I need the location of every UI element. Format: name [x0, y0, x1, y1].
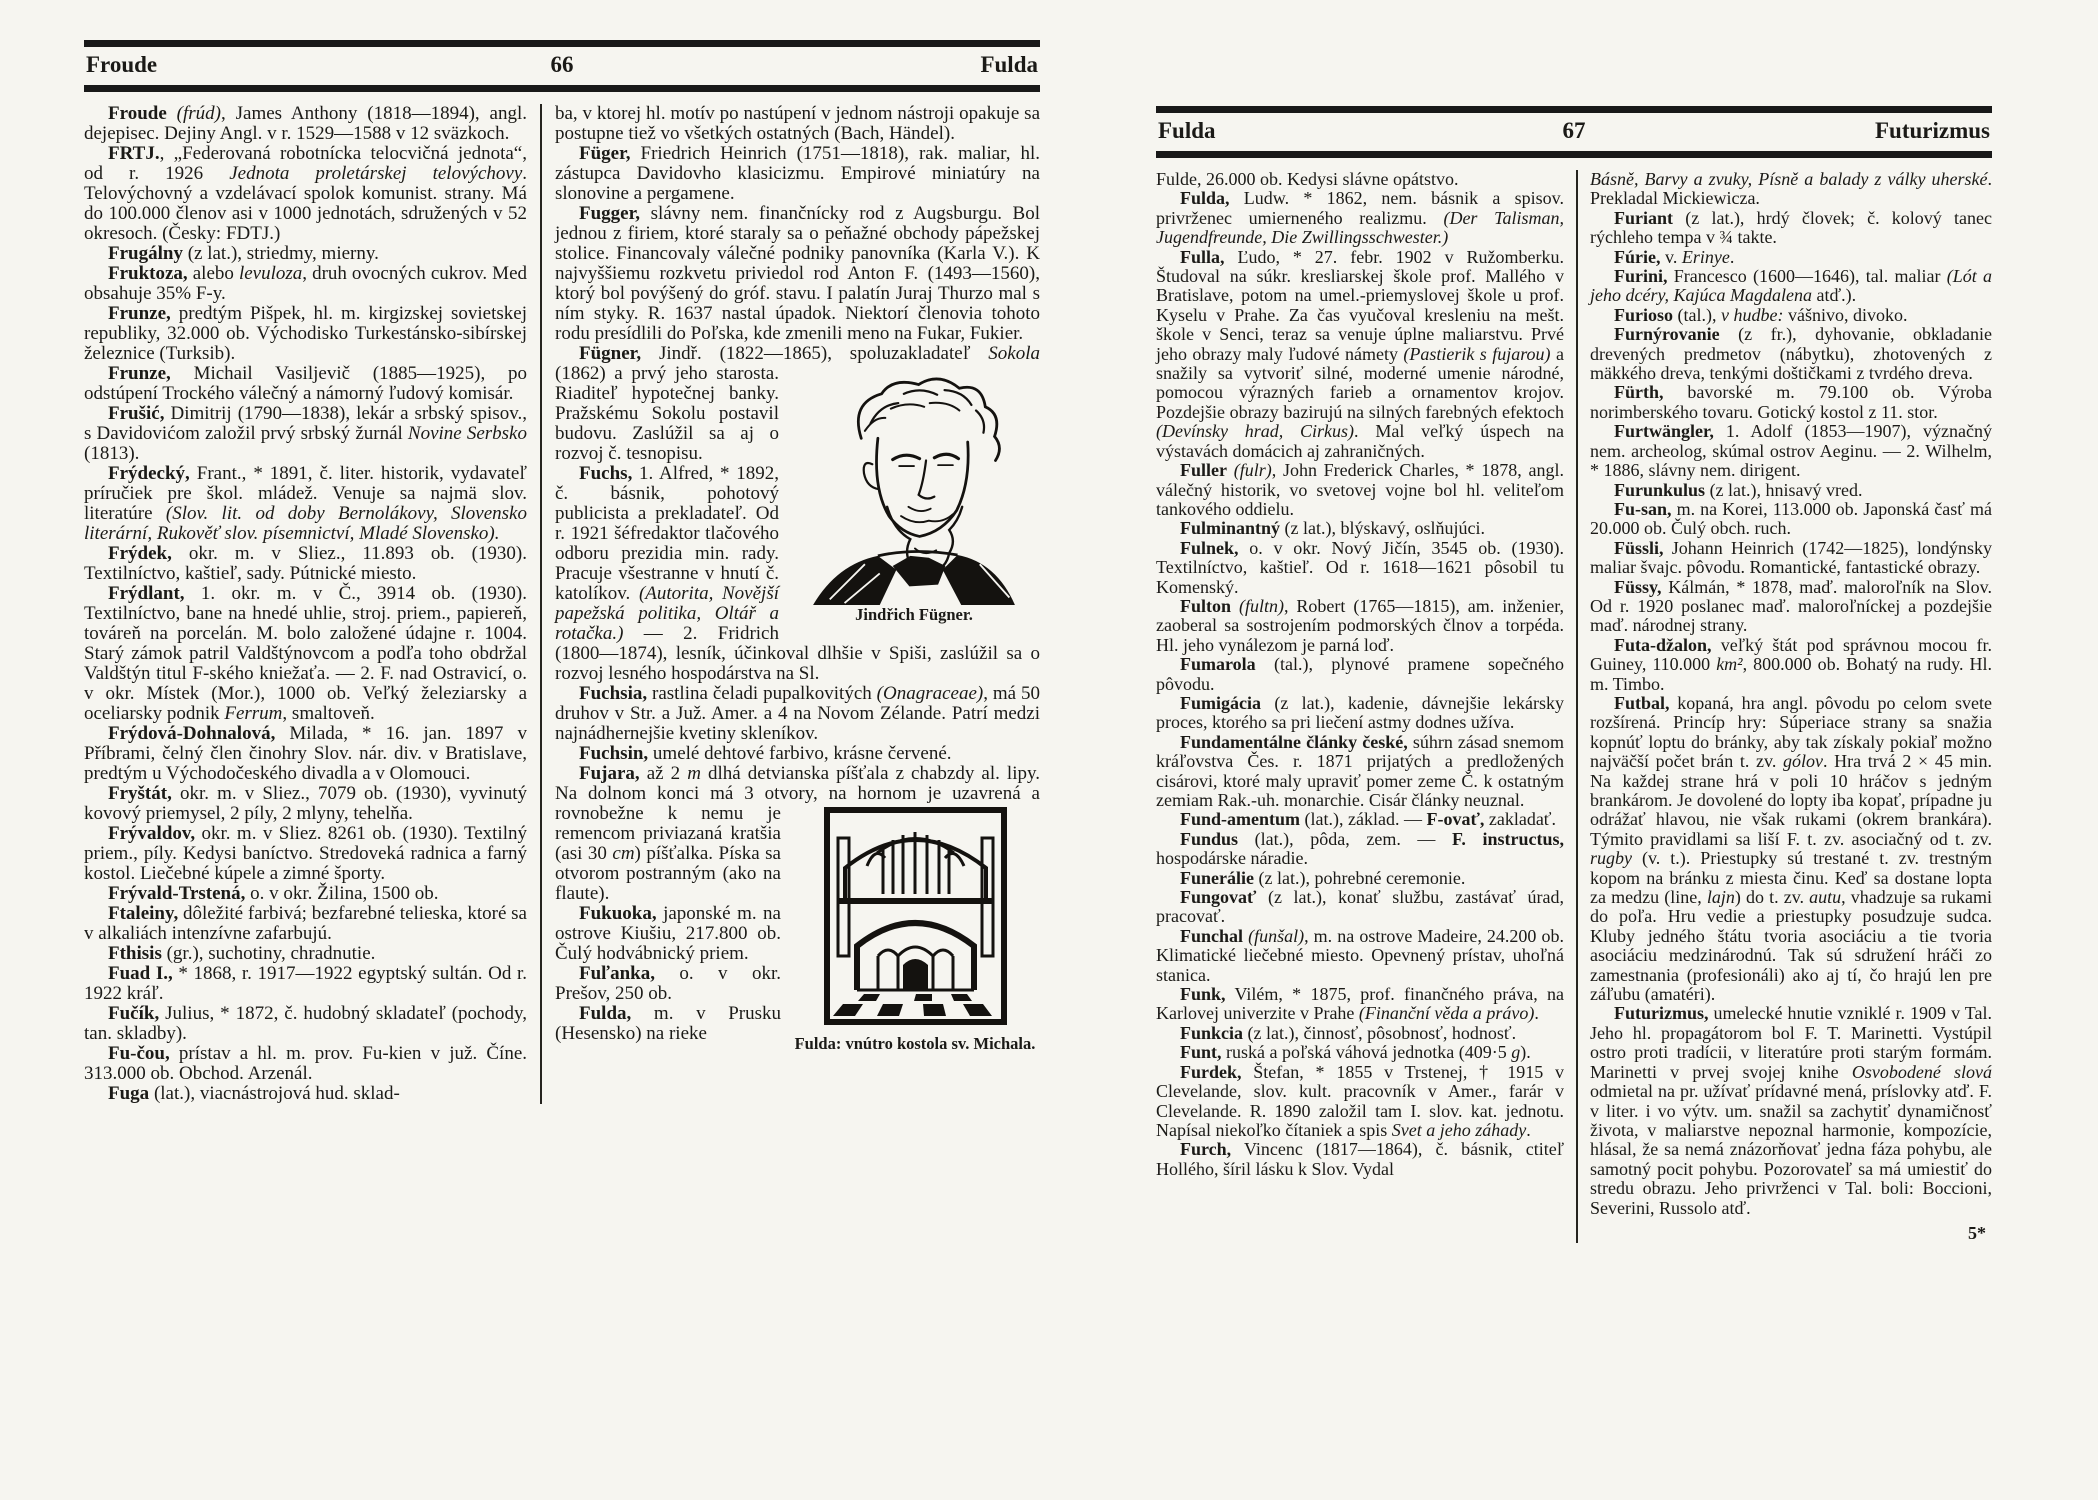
fugner-portrait-figure — [788, 366, 1040, 625]
text-run: umelecké hnutie vzniklé r. 1909 v Tal. Jeho hl. propagátorom bol F. T. Marinetti. Vystúpil ostro proti tradícii, v literatúre proti starým formám. Marinetti v prvej svojej knihe — [1590, 1003, 1992, 1082]
text-run: , John Frederick Charles, * 1878, angl. válečný historik, vo svetovej vojne bol hl. veliteľom tankového oddielu. — [1156, 460, 1564, 519]
text-run: , vhadzuje sa rukami do poľa. Hru vedie a priestupky posudzuje sudca. Kluby jedného štátu tvoria asociáciu a tie tvoria asociáciu medzinárodnú. Tak sú sdružení hráči zo zamestnania (profesionáli) ako aj tí, čo hrajú len pre záľubu (amatéri). — [1590, 887, 1992, 1005]
text-run: Erinye — [1681, 246, 1730, 267]
text-run: Fúrie, — [1614, 246, 1661, 267]
text-run: Fundus — [1180, 828, 1239, 849]
text-run: a snažily sa vytvoriť silné, moderné umenie národné, pomocou výrazných farieb a ornamentov krojov. Pozdejšie obrazy bazirujú na silných farebných efektoch — [1156, 343, 1564, 422]
text-run: rastlina čeladi pupalkovitých — [647, 683, 877, 704]
text-run: Novine Serbsko — [407, 423, 527, 444]
text-run: Frýdová-Dohnalová, — [108, 723, 276, 744]
text-run: (lat.), pôda, zem. — — [1238, 828, 1453, 849]
text-run: , 800.000 ob. Bohatý na rudy. Hl. m. Timbo. — [1590, 654, 1992, 694]
text-run: okr. m. v Sliez., 11.893 ob. (1930). Textilníctvo, kaštieľ, sady. Pútnické miesto. — [84, 543, 527, 584]
text-run: veľký štát pod správnou mocou fr. Guiney, 110.000 — [1590, 634, 1992, 675]
entry-paragraph — [1590, 248, 1992, 267]
text-run: (z lat.), kadenie, dávnejšie lekársky proces, ktorého sa pri liečení astmy dodnes užíva. — [1156, 692, 1564, 733]
entry-paragraph — [1156, 597, 1564, 655]
text-run: Furnýrovanie — [1614, 324, 1720, 345]
text-run: Johann Heinrich (1742—1825), londýnsky maliar švajc. pôvodu. Romantické, fantastické obrazy. — [1590, 537, 1992, 578]
text-run: Furini, — [1614, 266, 1668, 287]
text-run: Ferrum — [224, 703, 283, 724]
text-run: (z lat.), konať službu, zastávať úrad, pracovať. — [1156, 887, 1564, 927]
text-run: Furch, — [1180, 1139, 1232, 1160]
entry-paragraph — [1156, 461, 1564, 519]
text-run: kopaná, hra angl. pôvodu po celom svete rozšírená. Princíp hry: Súperiace strany sa snažia kopnúť loptu do bránky, aby tak získaly pokiaľ možno najväčší počet brán t. zv. — [1590, 692, 1992, 772]
text-run: bavorské m. 79.100 ob. Výroba norimberského tovaru. Gotický kostol z 11. stor. — [1590, 382, 1992, 422]
text-run: Fuad I., — [108, 963, 173, 984]
text-run: Fulde, 26.000 ob. Kedysi slávne opátstvo. — [1156, 169, 1459, 189]
text-run: v. — [1660, 246, 1682, 267]
running-head-last-entry: Fulda — [980, 52, 1038, 77]
text-run: rugby — [1590, 848, 1632, 869]
text-run: ruská a poľská váhová jednotka (409·5 — [1221, 1042, 1512, 1063]
text-run: Fulda, — [579, 1003, 632, 1024]
text-run: , má 50 druhov v Str. a Juž. Amer. a 4 na Novom Zélande. Patrí medzi najnádhernejšie kvetiny skleníkov. — [555, 683, 1040, 744]
text-run: okr. m. v Sliez. 8261 ob. (1930). Textilný priem., píly. Kedysi baníctvo. Stredoveká radnica a farný kostol. Liečebné kúpele a zimné športy. — [84, 823, 527, 884]
text-run: . Telovýchovný a vzdelávací spolok komunist. strany. Má do 100.000 členov asi v 1000 jednotách, sdružených v 52 okresoch. (Česky: FDTJ.) — [84, 163, 528, 244]
text-run: (1813). — [84, 443, 140, 464]
text-run: , smaltoveň. — [282, 703, 375, 724]
entry-paragraph — [1156, 694, 1564, 733]
text-run: Fügner, — [579, 343, 642, 364]
entry-paragraph — [84, 584, 527, 724]
running-head-first-entry: Froude — [86, 52, 158, 77]
entry-paragraph — [1156, 927, 1564, 985]
text-run: Furiant — [1614, 207, 1674, 228]
entry-paragraph — [84, 1004, 527, 1044]
text-run: km² — [1716, 654, 1743, 675]
text-run: Fučík, — [108, 1003, 160, 1024]
text-run: v hudbe: — [1721, 304, 1784, 325]
text-column-3 — [1156, 170, 1576, 1243]
entry-paragraph — [84, 1084, 527, 1104]
running-head-last-entry: Futurizmus — [1875, 118, 1990, 143]
text-run: Jindř. (1822—1865), spoluzakladateľ — [641, 343, 989, 364]
text-run: Fthisis — [108, 943, 162, 964]
text-run: Frunze, — [108, 363, 171, 384]
text-run: Furtwängler, — [1614, 421, 1714, 442]
entry-paragraph — [1156, 830, 1564, 869]
text-run: (tal.), — [1673, 304, 1721, 325]
text-run: Funchal — [1180, 925, 1244, 946]
running-head — [1156, 106, 1992, 158]
text-run: Furioso — [1614, 304, 1674, 325]
text-run: (Lót a jeho dcéry, Kajúca Magdalena — [1590, 266, 1992, 306]
text-run: * 1868, r. 1917—1922 egyptský sultán. Od r. 1922 kráľ. — [84, 963, 527, 1004]
text-run: (gr.), suchotiny, chradnutie. — [161, 943, 376, 964]
text-run: zakladať. — [1484, 809, 1556, 830]
page-number: 67 — [1562, 118, 1586, 143]
text-run: Osvobodené slová — [1851, 1061, 1993, 1082]
text-run: , James Anthony (1818—1894), angl. dejepisec. Dejiny Angl. v r. 1529—1588 v 12 sväzkoch. — [84, 103, 527, 144]
text-run: Fulnek, — [1180, 537, 1239, 558]
text-run: — 2. Fridrich (1800—1874), lesník, účinkoval dlhšie v Spiši, zaslúžil sa o rozvoj lesného hospodárstva na Sl. — [555, 623, 1040, 684]
text-run: Sokola — [988, 343, 1040, 364]
text-run: (frúd) — [166, 103, 221, 124]
fulda-church-figure — [790, 806, 1040, 1054]
text-run: Frývaldov, — [108, 823, 196, 844]
text-run: (Autorita, Novější papežská politika, Oltář a rotačka.) — [555, 583, 779, 644]
text-run: Fu-čou, — [108, 1043, 170, 1064]
text-run: , „Federovaná robotnícka telocvičná jednota“, od r. 1926 — [84, 143, 527, 184]
text-run: Francesco (1600—1646), tal. maliar — [1667, 266, 1947, 287]
text-run: (Onagraceae) — [876, 683, 984, 704]
text-run: (Devínsky hrad, Cirkus) — [1156, 421, 1355, 442]
text-run: Friedrich Heinrich (1751—1818), rak. maliar, hl. zástupca Davidovho klasicizmu. Empirové miniatúry na slonovine a pergamene. — [555, 143, 1040, 204]
text-run: (1862) a prvý jeho starosta. Riaditeľ hypotečnej banky. Pražskému Sokolu postavil budovu. Zaslúžil sa aj o rozvoj č. tesnopisu. — [555, 363, 779, 464]
text-run: ) píšťalka. Píska sa otvorom postranným (ako na flaute). — [555, 843, 781, 904]
entry-paragraph — [1590, 578, 1992, 636]
entry-paragraph — [1156, 1063, 1564, 1141]
text-run: predtým Pišpek, hl. m. kirgizskej sovietskej republiky, 32.000 ob. Východisko Turkestánsko-sibírskej železnice (Turksib). — [84, 303, 527, 364]
text-run: Fumarola — [1180, 654, 1256, 675]
entry-paragraph — [1590, 500, 1992, 539]
entry-paragraph — [1156, 539, 1564, 597]
text-run: (z lat.), hnisavý vred. — [1705, 479, 1863, 500]
entry-paragraph — [84, 1044, 527, 1084]
text-run: 5* — [1968, 1222, 1986, 1243]
text-run: F-ovať, — [1426, 809, 1485, 830]
entry-paragraph — [84, 364, 527, 404]
text-run: Funerálie — [1180, 867, 1254, 888]
text-run: Fu-san, — [1614, 498, 1672, 519]
text-run: levuloza — [238, 263, 303, 284]
text-run: prístav a hl. m. prov. Fu-kien v juž. Číne. 313.000 ob. Obchod. Arzenál. — [84, 1043, 527, 1084]
page-67 — [1156, 106, 1992, 1243]
entry-paragraph — [1156, 985, 1564, 1024]
text-run: umelé dehtové farbivo, krásne červené. — [648, 743, 952, 764]
text-run: Dimitrij (1790—1838), lekár a srbský spisov., s Davidovićom založil prvý srbský žurnál — [84, 403, 527, 444]
figure-caption: Fulda: vnútro kostola sv. Michala. — [794, 1034, 1036, 1053]
text-run: . Hra trvá 2 × 45 min. Na každej strane hrá v poli 10 hráčov s jedným brankárom. Je dovolené do lopty iba kopať, prípadne ju odrážať hlavou, nie však rukami (okrem brankára). Týmito pravidlami sa liší F. t. zv. asociačný od t. zv. — [1590, 751, 1992, 849]
entry-paragraph — [84, 544, 527, 584]
entry-paragraph — [1156, 189, 1564, 247]
text-run: . — [1526, 1119, 1531, 1140]
running-head — [84, 40, 1040, 92]
text-run: (z lat.), hrdý človek; č. kolový tanec rýchleho tempa v ¾ takte. — [1590, 207, 1992, 248]
text-run: Fryštát, — [108, 783, 172, 804]
figure-caption: Jindřich Fügner. — [855, 605, 973, 624]
entry-paragraph — [1590, 209, 1992, 248]
entry-paragraph — [1590, 267, 1992, 306]
text-run: . Mal veľký úspech na výstavách domácich aj zahraničných. — [1156, 421, 1564, 461]
text-run: . Prekladal Mickiewicza. — [1590, 169, 1992, 209]
text-run: súhrn zásad snemom kráľovstva Čes. r. 1871 prijatých a predložených cisárovi, ktoré maly upraviť pomer zeme Č. k ostatným zemiam Rak.-uh. monarchie. Cisár články neuznal. — [1156, 731, 1564, 810]
text-run: ). — [1520, 1042, 1531, 1063]
text-run: Füssli, — [1614, 537, 1664, 558]
text-run: Füssy, — [1614, 576, 1662, 597]
entry-paragraph — [84, 244, 527, 264]
text-run: Vilém, * 1875, prof. finančného práva, na Karlovej univerzite v Prahe — [1156, 984, 1564, 1024]
text-run: lajn — [1706, 887, 1735, 908]
page-number: 66 — [550, 52, 574, 77]
text-run: 1. okr. m. v Č., 3914 ob. (1930). Textilníctvo, bane na hnedé uhlie, stroj. priem., papiereň, továreň na porcelán. M. bolo založené údajne r. 1004. Starý zámok patril Valdštýnovcom a podľa toho obdržal Valdštýn titul F-ského kniežaťa. — 2. F. nad Ostravicí, o. v okr. Místek (Mor.), 1000 ob. Veľký železiarsky a oceliarsky podnik — [84, 583, 527, 724]
text-run: Fürth, — [1614, 382, 1664, 403]
page-66 — [84, 40, 1040, 1104]
text-column-2 — [542, 104, 1040, 1104]
entry-paragraph — [555, 104, 1040, 144]
running-head-first-entry: Fulda — [1158, 118, 1216, 143]
text-run: (lat.), viacnástrojová hud. sklad- — [149, 1083, 400, 1104]
entry-paragraph — [84, 784, 527, 824]
text-run: , druh ovocných cukrov. Med obsahuje 35% F-y. — [84, 263, 527, 304]
text-run: Vincenc (1817—1864), č. básnik, ctiteľ Hollého, šíril lásku k Slov. Vydal — [1156, 1139, 1564, 1179]
text-run: Fund-amentum — [1180, 809, 1301, 830]
text-run: okr. m. v Sliez., 7079 ob. (1930), vyvinutý kovový priemysel, 2 píly, 2 mlyny, tehelňa. — [84, 783, 527, 824]
entry-paragraph — [1156, 810, 1564, 829]
entry-paragraph — [1156, 170, 1564, 189]
text-run: Ludw. * 1862, nem. básnik a spisov. privrženec umierneného realizmu. — [1156, 188, 1564, 228]
text-run: (z lat.), činnosť, pôsobnosť, hodnosť. — [1243, 1022, 1517, 1043]
entry-paragraph — [84, 884, 527, 904]
text-columns — [1156, 170, 1992, 1243]
entry-paragraph — [84, 404, 527, 464]
text-run: Futurizmus, — [1614, 1003, 1709, 1024]
text-run: F. instructus, — [1452, 828, 1564, 849]
entry-paragraph — [1590, 694, 1992, 1005]
entry-paragraph — [1156, 1043, 1564, 1062]
text-run: (funšal) — [1243, 925, 1305, 946]
text-run: (z lat.), striedmy, mierny. — [182, 243, 379, 264]
entry-paragraph — [84, 904, 527, 944]
entry-paragraph — [84, 304, 527, 364]
text-run: Michail Vasiljevič (1885—1925), po odstúpení Trockého válečný a námorný ľudový komisár. — [84, 363, 527, 404]
entry-paragraph — [1156, 1140, 1564, 1179]
entry-paragraph — [1590, 325, 1992, 383]
text-run: (z lat.), pohrebné ceremonie. — [1254, 867, 1466, 888]
text-run: Fundamentálne články české, — [1180, 731, 1408, 752]
text-run: Ľudo, * 27. febr. 1902 v Ružomberku. Študoval na súkr. kresliarskej škole prof. Mallého v Bratislave, potom na umel.-priemyslovej škole u prof. Kyselu v Prahe. Za čas vyučoval kresleniu na mešt. škole v Senci, teraz sa venuje úplne maliarstvu. Prvé jeho obrazy maly ľudové námety — [1156, 246, 1564, 364]
fulda-church-illustration — [823, 806, 1008, 1034]
fugner-portrait-illustration — [789, 366, 1039, 605]
text-run: Funk, — [1180, 984, 1226, 1005]
entry-paragraph — [555, 744, 1040, 764]
text-run: dlhá detvianska píšťala z chabzdy al. lipy. Na dolnom konci má 3 otvory, na hornom je uzavrená a rovnobežne — [555, 763, 1040, 824]
text-run: Básně, Barvy a zvuky, Písně a balady z války uherské — [1590, 169, 1988, 189]
text-run: Fruktoza, — [108, 263, 188, 284]
text-run: Frunze, — [108, 303, 171, 324]
entry-paragraph — [84, 104, 527, 144]
text-run: (z fr.), dyhovanie, obkladanie drevených predmetov (nábytku), zhotovených z mäkkého dreva, tenkými doštičkami z tvrdého dreva. — [1590, 324, 1992, 384]
text-run: . — [1534, 1003, 1539, 1024]
text-run: Fuller — [1180, 460, 1227, 481]
entry-paragraph — [1590, 422, 1992, 480]
text-run: autu — [1809, 887, 1842, 908]
text-run: Fuchsia, — [579, 683, 648, 704]
entry-paragraph — [1590, 1004, 1992, 1217]
entry-paragraph — [1156, 888, 1564, 927]
text-column-4 — [1578, 170, 1992, 1243]
text-run: Furunkulus — [1614, 479, 1706, 500]
text-run: slávny nem. finančnícky rod z Augsburgu. Bol jednou z firiem, ktoré staraly sa o peňažné obchody pápežskej stolice. Financovaly válečné podniky panovníka (Karla V.). K najvyššiemu rozkvetu priviedol rod Anton F. (1493—1560), ktorý bol povýšený do gróf. stavu. I palatín Juraj Thurzo mal s ním styky. R. 1637 nastal úpadok. Niektorí členovia tohoto rodu presídlili do Poľska, kde zmenili meno na Fukar, Fukier. — [555, 203, 1040, 344]
text-run: vášnivo, divoko. — [1783, 304, 1908, 325]
entry-paragraph — [555, 204, 1040, 344]
text-run: Julius, * 1872, č. hudobný skladateľ (pochody, tan. skladby). — [84, 1003, 527, 1044]
text-run: atď.). — [1811, 285, 1857, 306]
text-run: Frant., * 1891, č. liter. historik, vydavateľ príručiek pre škol. mládež. Venuje sa najmä slov. literatúre — [84, 463, 527, 524]
text-run: (Der Talisman, Jugendfreunde, Die Zwillingsschwester.) — [1156, 207, 1564, 248]
text-run: Furdek, — [1180, 1061, 1242, 1082]
text-run: ) do t. zv. — [1734, 887, 1810, 908]
text-run: Fulda, — [1180, 188, 1230, 209]
text-run: (z lat.), blýskavý, oslňujúci. — [1280, 518, 1485, 539]
text-run: (fultn) — [1231, 595, 1284, 616]
text-run: Štefan, * 1855 v Trstenej, † 1915 v Clevelande, slov. kult. pracovník v Amer., farár v Clevelande. R. 1890 založil tam I. slov. kat. jednotu. Napísal niekoľko čítaniek a spis — [1156, 1061, 1564, 1140]
text-run: Frýdecký, — [108, 463, 190, 484]
text-run: Fumigácia — [1180, 692, 1261, 713]
text-run: Fuchs, — [579, 463, 633, 484]
text-run: Fungovať — [1180, 887, 1257, 908]
text-column-1 — [84, 104, 540, 1104]
text-run: FRTJ. — [108, 143, 160, 164]
text-run: o. v okr. Žilina, 1500 ob. — [245, 883, 439, 904]
text-run: (lat.), základ. — — [1300, 809, 1427, 830]
text-run: Fulton — [1180, 595, 1232, 616]
text-run: Fulla, — [1180, 246, 1225, 267]
entry-paragraph — [84, 264, 527, 304]
entry-paragraph — [555, 144, 1040, 204]
entry-paragraph — [84, 464, 527, 544]
text-run: , Robert (1765—1815), am. inženier, zaoberal sa sostrojením podmorských člnov a torpéda. Hl. jeho vynálezom je parná loď. — [1156, 595, 1564, 655]
text-run: (Slov. lit. od doby Bernolákovy, Slovensko literární, Rukověť slov. písemnictví, Mladé Slovensko). — [84, 503, 527, 544]
text-run: Jednota proletárskej telovýchovy — [229, 163, 523, 184]
text-run: gólov — [1783, 751, 1823, 772]
text-run: Fuga — [108, 1083, 150, 1104]
text-run: 1. Alfred, * 1892, č. básnik, pohotový publicista a prekladateľ. Od r. 1921 šéfredaktor tlačového odboru prezidia min. rady. Pracuje všestranne v hnutí č. katolíkov. — [555, 463, 779, 604]
entry-paragraph — [1156, 519, 1564, 538]
text-run: japonské m. na ostrove Kiušiu, 217.800 ob. Čulý hodvábnický priem. — [555, 903, 781, 964]
text-run: o. v okr. Prešov, 250 ob. — [555, 963, 781, 1004]
text-run: Milada, * 16. jan. 1897 v Příbrami, čelný člen činohry Slov. nár. div. v Bratislave, predtým u Východočeského divadla a v Olomouci. — [84, 723, 527, 784]
entry-paragraph — [1590, 539, 1992, 578]
text-run: dôležité farbivá; bezfarebné telieska, ktoré sa v alkaliách intenzívne zafarbujú. — [84, 903, 527, 944]
text-run: k nemu je remencom priviazaná kratšia (asi 30 — [555, 803, 781, 864]
text-run: (Finanční věda a právo) — [1358, 1003, 1535, 1024]
entry-paragraph — [1590, 306, 1992, 325]
text-run: Fuchsin, — [579, 743, 649, 764]
text-run: Futbal, — [1614, 692, 1670, 713]
text-run: Frugálny — [108, 243, 183, 264]
text-run: m. na Korei, 113.000 ob. Japonská časť má 20.000 ob. Čulý obch. ruch. — [1590, 498, 1992, 539]
text-run: Kálmán, * 1878, maď. maloroľník na Slov. Od r. 1920 poslanec maď. maloroľníckej a pozdejšie maď. národnej strany. — [1590, 576, 1992, 636]
entry-paragraph — [1156, 869, 1564, 888]
text-run: m — [687, 763, 701, 784]
text-run: Funkcia — [1180, 1022, 1244, 1043]
entry-paragraph — [84, 724, 527, 784]
text-run: (fulr) — [1227, 460, 1272, 481]
text-run: (v. t.). Priestupky sú trestané t. zv. trestným kopom na bránku z miesta činu. Keď sa dostane lopta za medzu (line, — [1590, 848, 1992, 908]
entry-paragraph — [84, 944, 527, 964]
text-run: . — [1729, 246, 1735, 267]
text-run: odmietal na pr. užívať prídavné mená, príslovky atď. F. v liter. i vo výtv. um. snažil sa zachytiť dynamičnosť života, v maliarstve nepoznal harmonie, kompozície, hlásal, že sa nemá znázorňovať jedna fáza pohybu, ale samotný pocit pohybu. Pozorovateľ sa má umiestiť do stredu obrazu. Jeho privrženci v Tal. boli: Boccioni, Severini, Russolo atď. — [1590, 1081, 1992, 1218]
text-run: Frýdek, — [108, 543, 172, 564]
text-run: (tal.), plynové pramene sopečného pôvodu. — [1156, 654, 1564, 694]
text-run: alebo — [187, 263, 239, 284]
text-run: Frýdlant, — [108, 583, 185, 604]
entry-paragraph — [1156, 248, 1564, 461]
text-run: Fukuoka, — [579, 903, 657, 924]
text-run: m. v Prusku (Hesensko) na rieke — [555, 1003, 781, 1044]
entry-paragraph — [1156, 733, 1564, 811]
entry-paragraph — [555, 684, 1040, 744]
text-run: Frývald-Trstená, — [108, 883, 246, 904]
text-run: Frušić, — [108, 403, 165, 424]
entry-paragraph — [1156, 655, 1564, 694]
entry-paragraph — [84, 964, 527, 1004]
text-run: Fujara, — [579, 763, 640, 784]
text-run: , m. na ostrove Madeire, 24.200 ob. Klimatické liečebné miesto. Opevnený prístav, uhoľná stanica. — [1156, 925, 1564, 985]
page-signature — [1590, 1218, 1992, 1243]
entry-paragraph — [84, 824, 527, 884]
text-run: 1. Adolf (1853—1907), význačný nem. archeolog, skúmal ostrov Aeginu. — 2. Wilhelm, * 1886, slávny nem. dirigent. — [1590, 421, 1992, 481]
text-run: hospodárske náradie. — [1156, 848, 1308, 869]
entry-paragraph — [84, 144, 527, 244]
text-run: o. v okr. Nový Jičín, 3545 ob. (1930). Textilníctvo, kaštieľ. Od r. 1618—1621 pôsobil tu Komenský. — [1156, 537, 1564, 597]
text-run: Fulminantný — [1180, 518, 1281, 539]
text-run: Futa-džalon, — [1614, 634, 1712, 655]
entry-paragraph — [1590, 481, 1992, 500]
entry-paragraph — [1590, 383, 1992, 422]
text-run: cm — [612, 843, 635, 864]
text-run: Froude — [108, 103, 167, 124]
text-run: až 2 — [639, 763, 688, 784]
text-run: g — [1511, 1042, 1521, 1063]
text-run: Svet a jeho záhady — [1391, 1119, 1527, 1140]
text-run: (Pastierik s fujarou) — [1403, 343, 1551, 364]
text-run: Füger, — [579, 143, 631, 164]
text-run: Fuľanka, — [579, 963, 655, 984]
entry-paragraph — [1590, 636, 1992, 694]
text-run: Fugger, — [579, 203, 641, 224]
text-run: Ftaleiny, — [108, 903, 179, 924]
text-columns — [84, 104, 1040, 1104]
entry-paragraph — [1156, 1024, 1564, 1043]
entry-paragraph — [1590, 170, 1992, 209]
text-run: Funt, — [1180, 1042, 1222, 1063]
text-run: ba, v ktorej hl. motív po nastúpení v jednom nástroji opakuje sa postupne tiež vo všetkých ostatných (Bach, Händel). — [555, 103, 1040, 144]
